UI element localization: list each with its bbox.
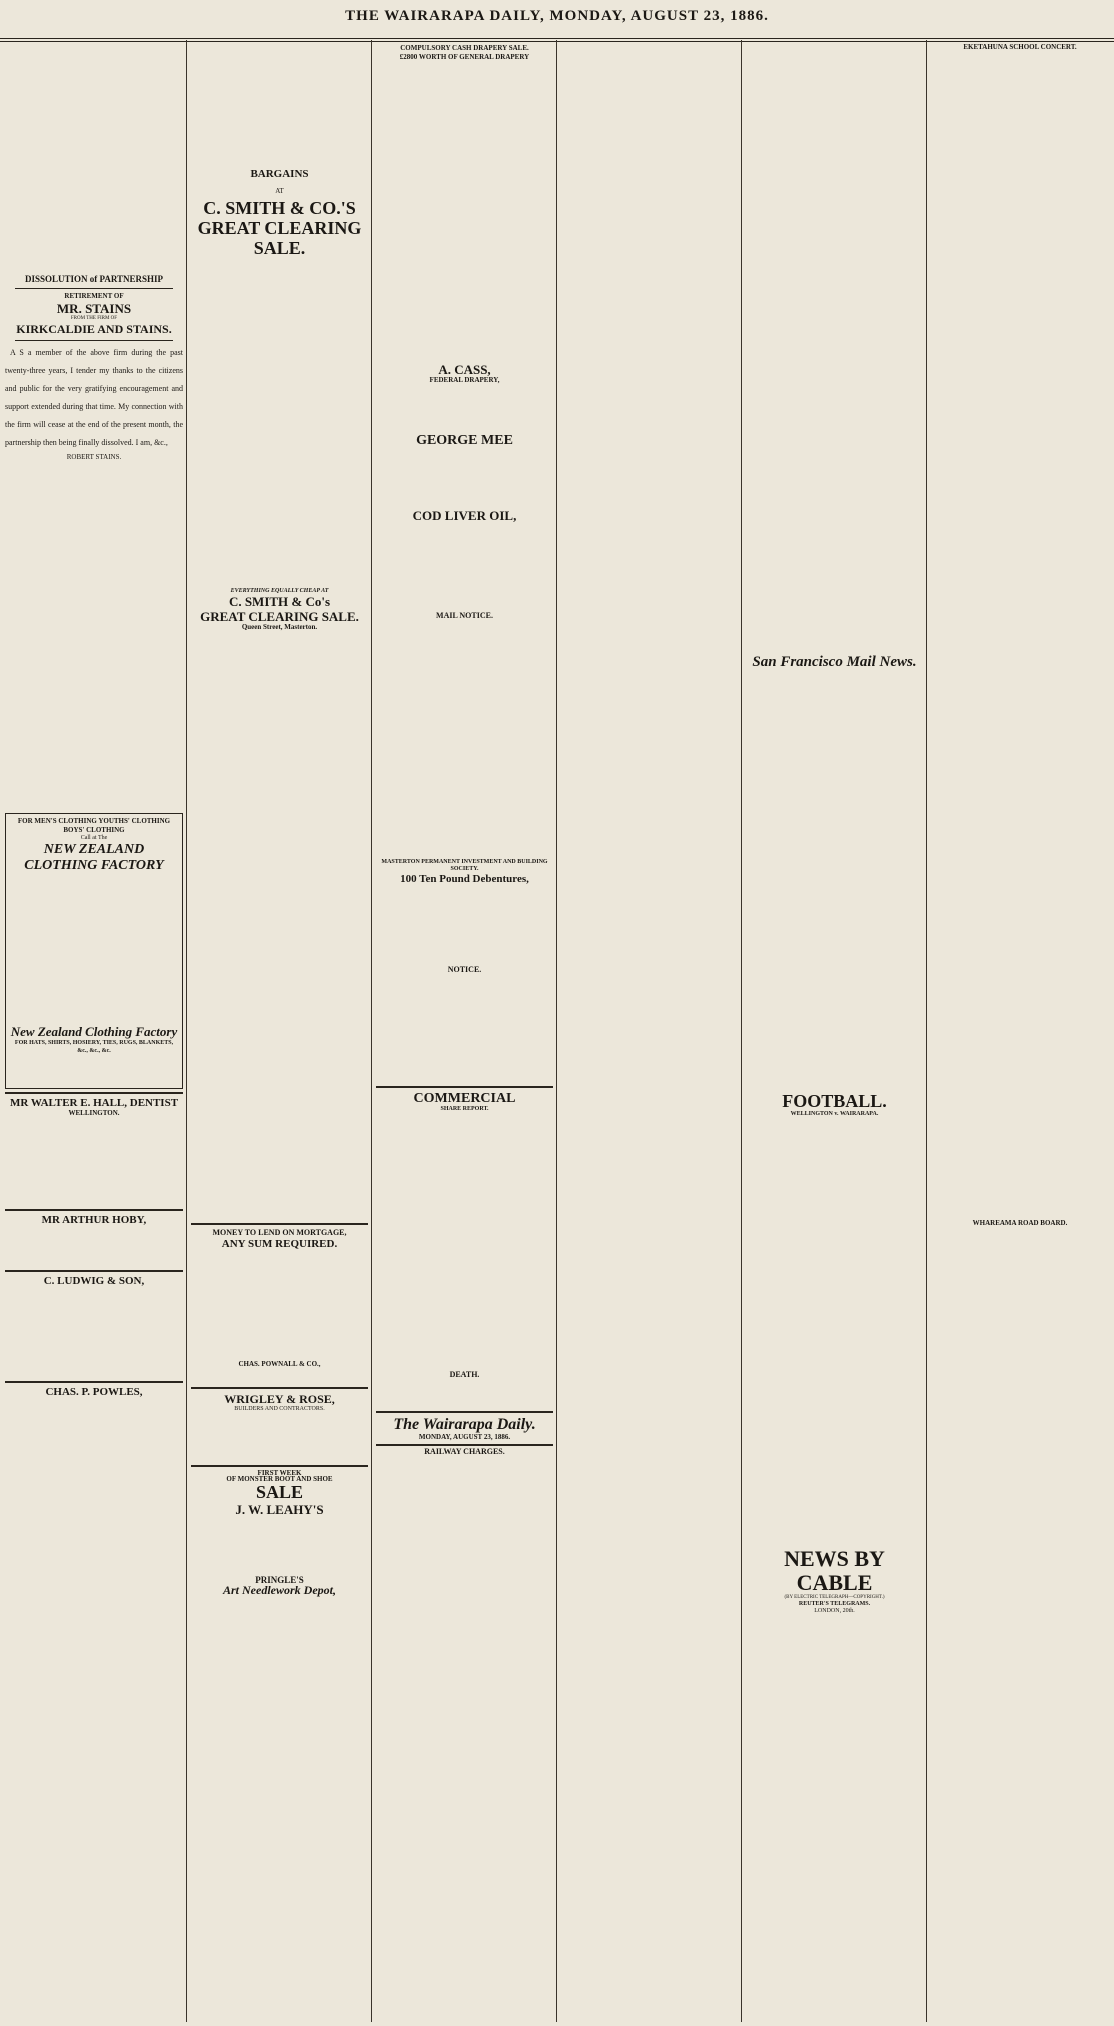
pownall-co: CHAS. POWNALL & CO., bbox=[238, 1360, 321, 1369]
wrigley-rose: WRIGLEY & ROSE, bbox=[224, 1391, 335, 1406]
first-week: FIRST WEEK bbox=[257, 1468, 302, 1477]
stains-name: MR. STAINS bbox=[56, 301, 132, 316]
reuters: REUTER'S TELEGRAMS. bbox=[798, 1601, 871, 1608]
call-at: Call at The bbox=[80, 835, 108, 842]
george-mee: GEORGE MEE bbox=[416, 433, 513, 449]
walter-hall-dentist: MR WALTER E. HALL, DENTIST bbox=[9, 1096, 179, 1109]
mens-clothing: FOR MEN'S CLOTHING YOUTHS' CLOTHING BOYS' CLOTHING bbox=[17, 817, 171, 835]
pringles: PRINGLE'S bbox=[255, 1575, 304, 1586]
column-3 bbox=[373, 44, 556, 2022]
dissolution-signature: ROBERT STAINS. bbox=[66, 453, 122, 462]
railway-charges: RAILWAY CHARGES. bbox=[424, 1446, 505, 1456]
great-clearing: GREAT CLEARING bbox=[197, 218, 362, 238]
column-rule bbox=[741, 40, 742, 2022]
any-sum: ANY SUM REQUIRED. bbox=[221, 1238, 338, 1251]
federal-drapery: FEDERAL DRAPERY, bbox=[429, 376, 500, 384]
masthead-rule-2 bbox=[0, 41, 1114, 42]
by-electric: (BY ELECTRIC TELEGRAPH—COPYRIGHT.) bbox=[784, 1595, 885, 1601]
share-report: SHARE REPORT. bbox=[440, 1106, 489, 1113]
whareama-road-board: WHAREAMA ROAD BOARD. bbox=[972, 1219, 1068, 1228]
dissolution-body: A S a member of the above firm during the past twenty-three years, I tender my thanks to the citizens and public for the very gratifying encouragement and support extended during that time. My connection with the firm will cease at the end of the present month, the partnership then being finally dissolved. I am, &c., bbox=[5, 348, 183, 448]
column-rule bbox=[926, 40, 927, 2022]
firm-name: KIRKCALDIE AND STAINS. bbox=[16, 322, 172, 337]
column-rule bbox=[556, 40, 557, 2022]
ludwig-and-son: C. LUDWIG & SON, bbox=[43, 1274, 145, 1287]
from-firm: FROM THE FIRM OF bbox=[70, 316, 118, 321]
column-2 bbox=[188, 44, 371, 2022]
builders: BUILDERS AND CONTRACTORS. bbox=[234, 1405, 325, 1412]
queen-street: Queen Street, Masterton. bbox=[241, 623, 318, 632]
column-rule bbox=[371, 40, 372, 2022]
art-needlework: Art Needlework Depot, bbox=[223, 1583, 336, 1598]
news-by-cable: NEWS BY CABLE bbox=[784, 1546, 885, 1596]
football-heading: FOOTBALL. bbox=[782, 1091, 887, 1111]
everything-cheap: EVERYTHING EQUALLY CHEAP AT bbox=[230, 588, 329, 594]
money-to-lend: MONEY TO LEND ON MORTGAGE, bbox=[212, 1228, 347, 1238]
dissolution-continued bbox=[5, 460, 183, 810]
hats-shirts: FOR HATS, SHIRTS, HOSIERY, TIES, RUGS, BLANKETS, &c., &c., &c. bbox=[14, 1039, 174, 1054]
great-clearing-2: GREAT CLEARING SALE. bbox=[200, 609, 359, 625]
mail-notice: MAIL NOTICE. bbox=[436, 611, 493, 621]
dentist-wellington: WELLINGTON. bbox=[68, 1108, 120, 1117]
daily-title: The Wairarapa Daily. bbox=[393, 1416, 536, 1434]
bargains-at: AT bbox=[275, 187, 284, 195]
masthead bbox=[0, 0, 1114, 40]
masthead-rule bbox=[0, 38, 1114, 39]
wellington-v-wairarapa: WELLINGTON v. WAIRARAPA. bbox=[790, 1111, 879, 1117]
boot-sale: SALE bbox=[255, 1482, 304, 1503]
notice: NOTICE. bbox=[447, 964, 482, 974]
clothing-factory-ad bbox=[5, 813, 183, 1088]
school-concert: EKETAHUNA SCHOOL CONCERT. bbox=[963, 44, 1077, 51]
compulsory-sale: COMPULSORY CASH DRAPERY SALE. bbox=[400, 44, 529, 52]
leahy: J. W. LEAHY'S bbox=[235, 1502, 324, 1518]
monster-boot: OF MONSTER BOOT AND SHOE bbox=[226, 1475, 333, 1484]
column-4 bbox=[558, 44, 741, 2022]
chas-powles: CHAS. P. POWLES, bbox=[45, 1385, 143, 1398]
bargains: BARGAINS bbox=[250, 168, 309, 180]
smith-co: C. SMITH & CO.'S bbox=[203, 198, 356, 218]
ten-pound-debentures: 100 Ten Pound Debentures, bbox=[400, 872, 529, 885]
issue-date: MONDAY, AUGUST 23, 1886. bbox=[418, 1433, 511, 1442]
retirement-heading: RETIREMENT OF bbox=[64, 292, 124, 300]
cod-liver-oil: COD LIVER OIL, bbox=[412, 508, 517, 524]
column-6 bbox=[928, 44, 1112, 2022]
worth-drapery: £2800 WORTH OF GENERAL DRAPERY bbox=[399, 53, 530, 61]
nz-clothing-factory-2: New Zealand Clothing Factory bbox=[10, 1023, 178, 1039]
sale-heading: SALE. bbox=[253, 238, 306, 258]
london-date: LONDON, 20th. bbox=[814, 1607, 855, 1614]
arthur-hoby: MR ARTHUR HOBY, bbox=[41, 1213, 147, 1226]
death-notice: DEATH. bbox=[449, 1370, 480, 1380]
permanent-society: MASTERTON PERMANENT INVESTMENT AND BUILDING SOCIETY. bbox=[381, 859, 548, 872]
column-rule bbox=[186, 40, 187, 2022]
masthead-title: THE WAIRARAPA DAILY, MONDAY, AUGUST 23, 1886. bbox=[345, 8, 769, 24]
nz-clothing-factory: NEW ZEALAND CLOTHING FACTORY bbox=[24, 841, 164, 873]
cass: A. CASS, bbox=[438, 362, 491, 377]
commercial: COMMERCIAL bbox=[413, 1091, 516, 1107]
column-1 bbox=[2, 44, 186, 2022]
dissolution-heading: DISSOLUTION of PARTNERSHIP bbox=[24, 274, 164, 284]
smith-co-2: C. SMITH & Co's bbox=[228, 594, 331, 610]
column-5 bbox=[743, 44, 926, 2022]
san-francisco-heading: San Francisco Mail News. bbox=[752, 654, 917, 670]
